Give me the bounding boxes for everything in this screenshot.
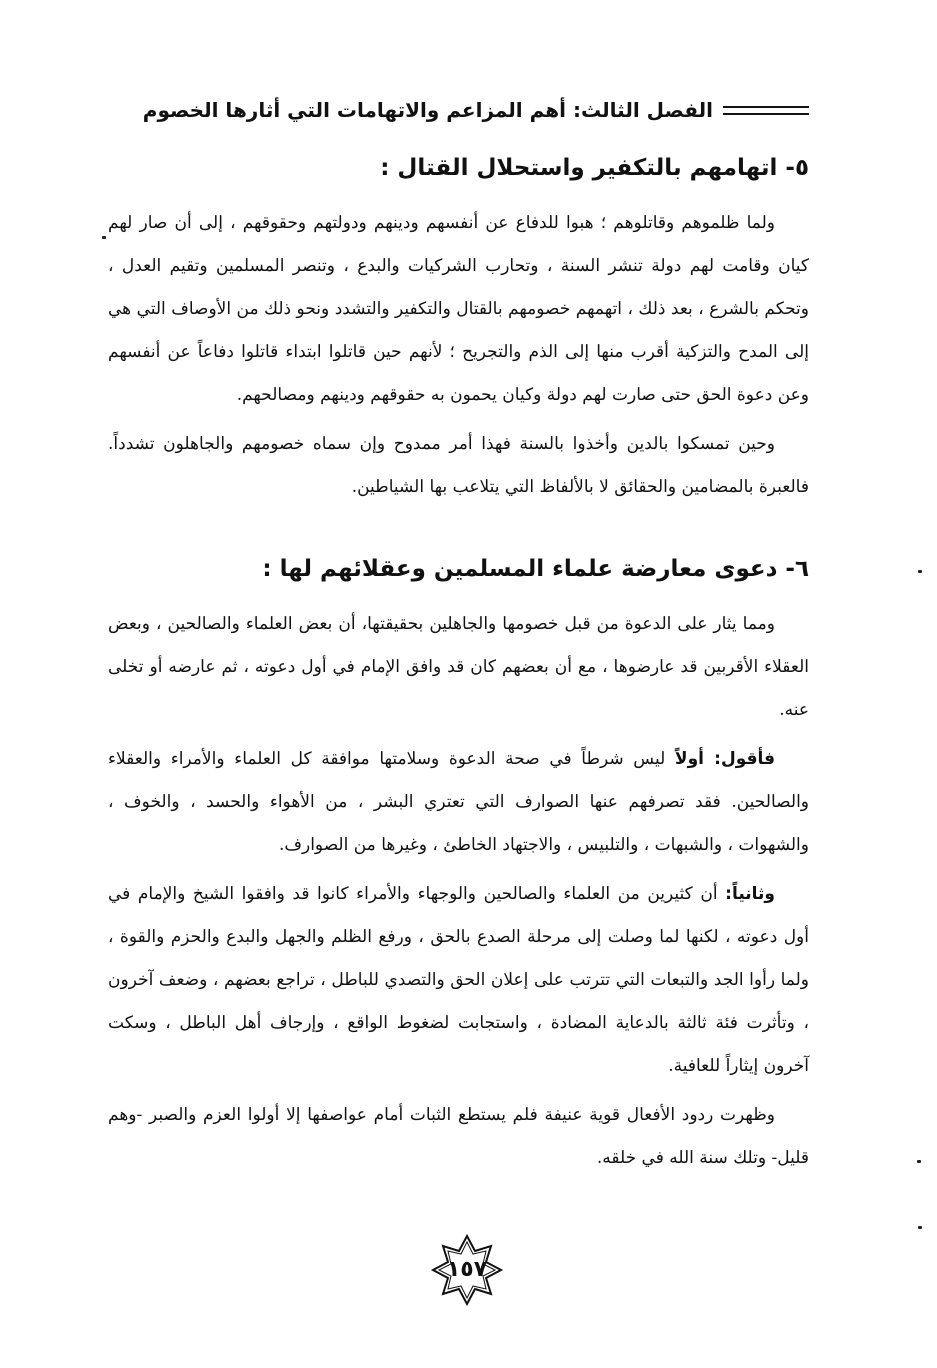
paragraph (108, 738, 809, 867)
scan-speck (918, 570, 922, 573)
scan-speck (917, 1160, 921, 1163)
section-heading: ٦- دعوى معارضة علماء المسلمين وعقلائهم لها : (262, 556, 809, 582)
page-content (108, 148, 809, 1186)
paragraph-text: وحين تمسكوا بالدين وأخذوا بالسنة فهذا أمر ممدوح وإن سماه خصومهم والجاهلون تشدداً. فالعبرة بالمضامين والحقائق لا بالألفاظ التي يتلاعب بها الشياطين. (108, 434, 809, 497)
paragraph-text: ولما ظلموهم وقاتلوهم ؛ هبوا للدفاع عن أنفسهم ودينهم ودولتهم وحقوقهم ، إلى أن صار لهم كيان وقامت لهم دولة تنشر السنة ، وتحارب الشركيات والبدع ، وتنصر المسلمين وتقيم العدل ، وتحكم بالشرع ، بعد ذلك ، اتهمهم خصومهم بالقتال والتكفير والتشدد ونحو ذلك من الأوصاف التي هي إلى المدح والتزكية أقرب منها إلى الذم والتجريح ؛ لأنهم حين قاتلوا ابتداء قاتلوا دفاعاً عن أنفسهم وعن دعوة الحق حتى صارت لهم دولة وكيان يحمون به حقوقهم ودينهم ومصالحهم. (108, 213, 809, 405)
paragraph (108, 202, 809, 417)
paragraph-lead: وثانياً: (725, 884, 775, 904)
paragraph (108, 1094, 809, 1180)
paragraph-text: ومما يثار على الدعوة من قبل خصومها والجاهلين بحقيقتها، أن بعض العلماء والصالحين ، وبعض العقلاء الأقربين قد عارضوها ، مع أن بعضهم كان قد وافق الإمام في أول دعوته ، ثم عارضه أو تخلى عنه. (108, 614, 809, 720)
paragraph-text: وظهرت ردود الأفعال قوية عنيفة فلم يستطع الثبات أمام عواصفها إلا أولوا العزم والصبر -وهم قليل- وتلك سنة الله في خلقه. (108, 1105, 809, 1168)
paragraph (108, 603, 809, 732)
paragraph-text: ليس شرطاً في صحة الدعوة وسلامتها موافقة كل العلماء والأمراء والعقلاء والصالحين. فقد تصرفهم عنها الصوارف التي تعتري البشر ، من الأهواء والحسد ، والخوف ، والشهوات ، والشبهات ، والتلبيس ، والاجتهاد الخاطئ ، وغيرها من الصوارف. (108, 749, 809, 855)
paragraph (108, 423, 809, 509)
page-number: ١٥٧ (446, 1257, 488, 1282)
running-header (100, 92, 809, 128)
running-title: الفصل الثالث: أهم المزاعم والاتهامات التي أثارها الخصوم (142, 98, 713, 122)
section-heading: ٥- اتهامهم بالتكفير واستحلال القتال : (380, 155, 809, 181)
paragraph-lead: فأقول: أولاً (674, 749, 775, 769)
header-rule (723, 106, 809, 115)
scan-speck (102, 236, 106, 239)
paragraph-text: أن كثيرين من العلماء والصالحين والوجهاء والأمراء كانوا قد وافقوا الشيخ والإمام في أول دعوته ، لكنها لما وصلت إلى مرحلة الصدع بالحق ، ورفع الظلم والجهل والبدع والحزم والقوة ، ولما رأوا الجد والتبعات التي تترتب على إعلان الحق والتصدي للباطل ، تراجع بعضهم ، وضعف آخرون ، وتأثرت فئة ثالثة بالدعاية المضادة ، واستجابت لضغوط الواقع ، وإرجاف أهل الباطل ، وسكت آخرون إيثاراً للعافية. (108, 884, 809, 1076)
scan-speck (918, 1226, 922, 1229)
paragraph (108, 873, 809, 1088)
page-number-badge (430, 1233, 504, 1307)
